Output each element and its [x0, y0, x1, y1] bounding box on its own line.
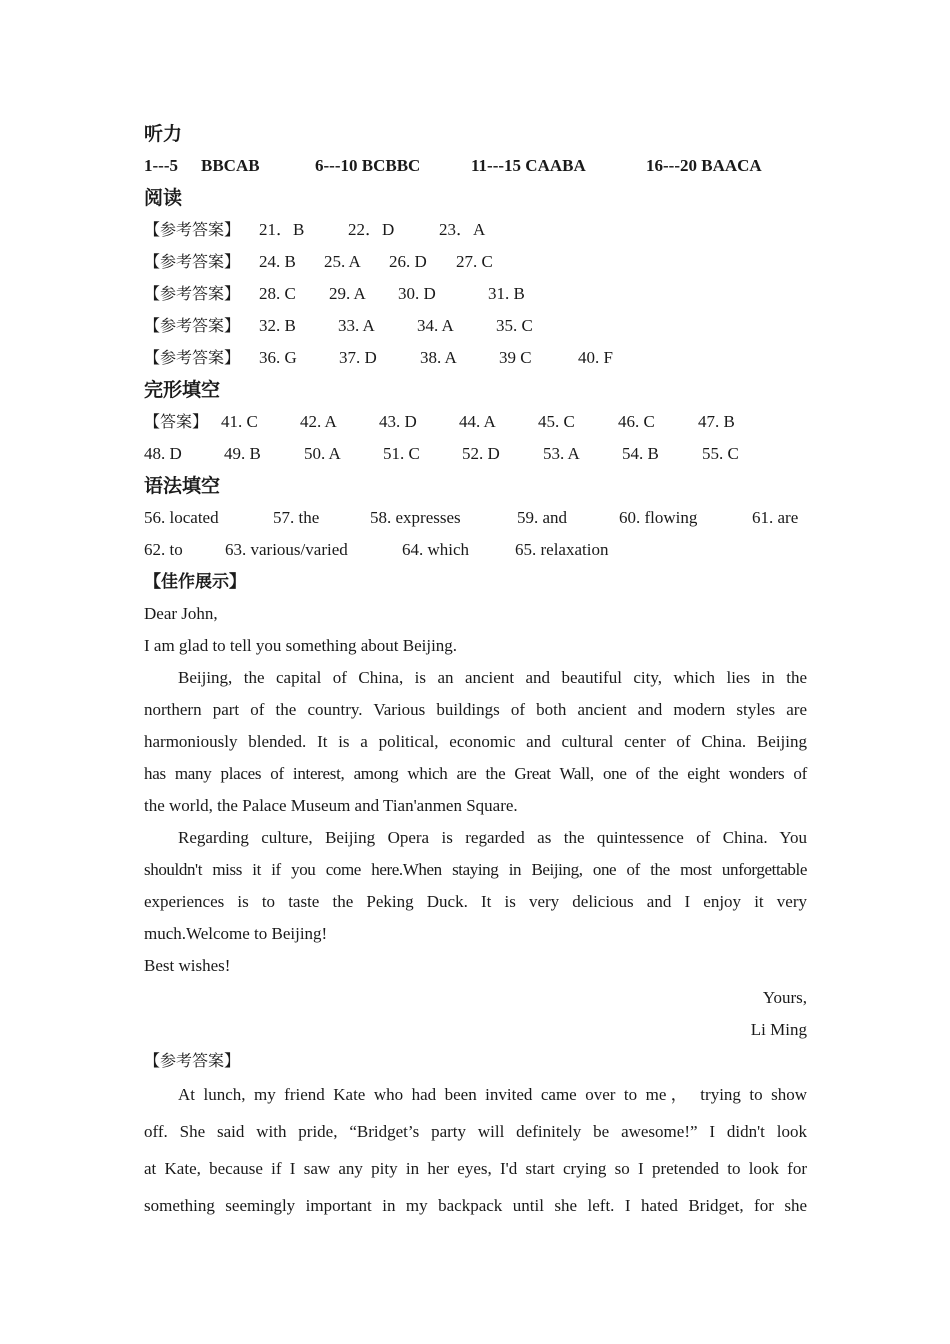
letter-paragraph-line: Regarding culture, Beijing Opera is regarded as the quintessence of China. You [178, 828, 807, 847]
answer-item: 44. A [459, 412, 496, 431]
letter-signoff: Yours, [762, 988, 807, 1007]
answer-item: 46. C [618, 412, 655, 431]
answer-item: 31. B [488, 284, 525, 303]
letter-closing: Best wishes! [144, 956, 231, 975]
letter-paragraph-line: harmoniously blended. It is a political, economic and cultural center of China. Beijing [144, 732, 807, 751]
answer-item: 43. D [379, 412, 417, 431]
answer-item: 63. various/varied [225, 540, 348, 559]
grammar-row-2 [144, 534, 807, 566]
reading-row-1 [144, 214, 807, 246]
listening-group-3: 11---15 CAABA [471, 156, 586, 175]
answer-item: 35. C [496, 316, 533, 335]
answer-item: 51. C [383, 444, 420, 463]
answer-item: 50. A [304, 444, 341, 463]
continuation-line: off. She said with pride, “Bridget’s party will definitely be awesome!” I didn't look [144, 1122, 807, 1141]
answer-item: 38. A [420, 348, 457, 367]
letter-paragraph-line: Beijing, the capital of China, is an ancient and beautiful city, which lies in the [178, 668, 807, 687]
answer-label: 【参考答案】 [144, 220, 241, 239]
answer-item: 26. D [389, 252, 427, 271]
answer-item: 64. which [402, 540, 470, 559]
answer-label: 【参考答案】 [144, 316, 241, 335]
answer-item: 21．B [259, 220, 305, 239]
answer-item: 32. B [259, 316, 296, 335]
listening-range-1: 1---5 [144, 156, 178, 175]
answer-item: 58. expresses [370, 508, 461, 527]
listening-group-2: 6---10 BCBBC [315, 156, 421, 175]
answer-item: 59. and [517, 508, 568, 527]
listening-answer-1: BBCAB [201, 156, 260, 175]
cloze-row-1 [144, 406, 807, 438]
letter-paragraph-line: northern part of the country. Various buildings of both ancient and modern styles are [144, 700, 807, 719]
answer-item: 57. the [273, 508, 320, 527]
answer-item: 39 C [499, 348, 532, 367]
answer-item: 27. C [456, 252, 493, 271]
cloze-row-2 [144, 438, 807, 470]
answer-label: 【参考答案】 [144, 284, 241, 303]
answer-item: 40. F [578, 348, 613, 367]
continuation-line: at Kate, because if I saw any pity in her eyes, I'd start crying so I pretended to look for [144, 1159, 807, 1178]
reading-heading: 阅读 [144, 187, 183, 209]
letter-signature: Li Ming [750, 1020, 807, 1039]
cloze-heading: 完形填空 [144, 379, 221, 401]
listening-answers [144, 150, 807, 182]
reading-row-2 [144, 246, 807, 278]
answer-key-page [144, 118, 807, 1224]
answer-item: 22．D [348, 220, 395, 239]
continuation-line: something seemingly important in my backpack until she left. I hated Bridget, for she [144, 1196, 807, 1215]
answer-item: 30. D [398, 284, 436, 303]
letter-paragraph-line: the world, the Palace Museum and Tian'anmen Square. [144, 796, 518, 815]
answer-item: 36. G [259, 348, 297, 367]
answer-item: 54. B [622, 444, 659, 463]
writing-heading: 【佳作展示】 [144, 572, 246, 592]
answer-item: 29. A [329, 284, 366, 303]
letter-paragraph-line: has many places of interest, among which are the Great Wall, one of the eight wonders of [144, 764, 807, 783]
answer-item: 25. A [324, 252, 361, 271]
letter-intro: I am glad to tell you something about Beijing. [144, 636, 458, 655]
answer-item: 53. A [543, 444, 580, 463]
continuation-heading: 【参考答案】 [144, 1051, 241, 1070]
answer-item: 42. A [300, 412, 337, 431]
answer-label: 【答案】 [144, 412, 209, 431]
answer-item: 23．A [439, 220, 486, 239]
letter-paragraph-line: experiences is to taste the Peking Duck. It is very delicious and I enjoy it very [144, 892, 807, 911]
answer-item: 33. A [338, 316, 375, 335]
answer-label: 【参考答案】 [144, 252, 241, 271]
answer-item: 47. B [698, 412, 735, 431]
answer-item: 45. C [538, 412, 575, 431]
letter-greeting: Dear John, [144, 604, 218, 623]
answer-item: 55. C [702, 444, 739, 463]
answer-item: 65. relaxation [515, 540, 609, 559]
listening-group-4: 16---20 BAACA [646, 156, 762, 175]
answer-item: 41. C [221, 412, 258, 431]
answer-item: 60. flowing [619, 508, 698, 527]
letter-paragraph-line: shouldn't miss it if you come here.When staying in Beijing, one of the most unforgettable [144, 860, 807, 879]
answer-item: 24. B [259, 252, 296, 271]
answer-item: 49. B [224, 444, 261, 463]
answer-item: 56. located [144, 508, 219, 527]
reading-row-5 [144, 342, 807, 374]
grammar-heading: 语法填空 [144, 475, 221, 497]
answer-label: 【参考答案】 [144, 348, 241, 367]
answer-item: 61. are [752, 508, 799, 527]
reading-row-4 [144, 310, 807, 342]
answer-item: 37. D [339, 348, 377, 367]
answer-item: 34. A [417, 316, 454, 335]
answer-item: 62. to [144, 540, 183, 559]
answer-item: 48. D [144, 444, 182, 463]
continuation-line: At lunch, my friend Kate who had been invited came over to me， trying to show [178, 1085, 807, 1104]
answer-item: 28. C [259, 284, 296, 303]
listening-heading: 听力 [144, 123, 183, 145]
grammar-row-1 [144, 502, 807, 534]
reading-row-3 [144, 278, 807, 310]
answer-item: 52. D [462, 444, 500, 463]
letter-paragraph-line: much.Welcome to Beijing! [144, 924, 328, 943]
